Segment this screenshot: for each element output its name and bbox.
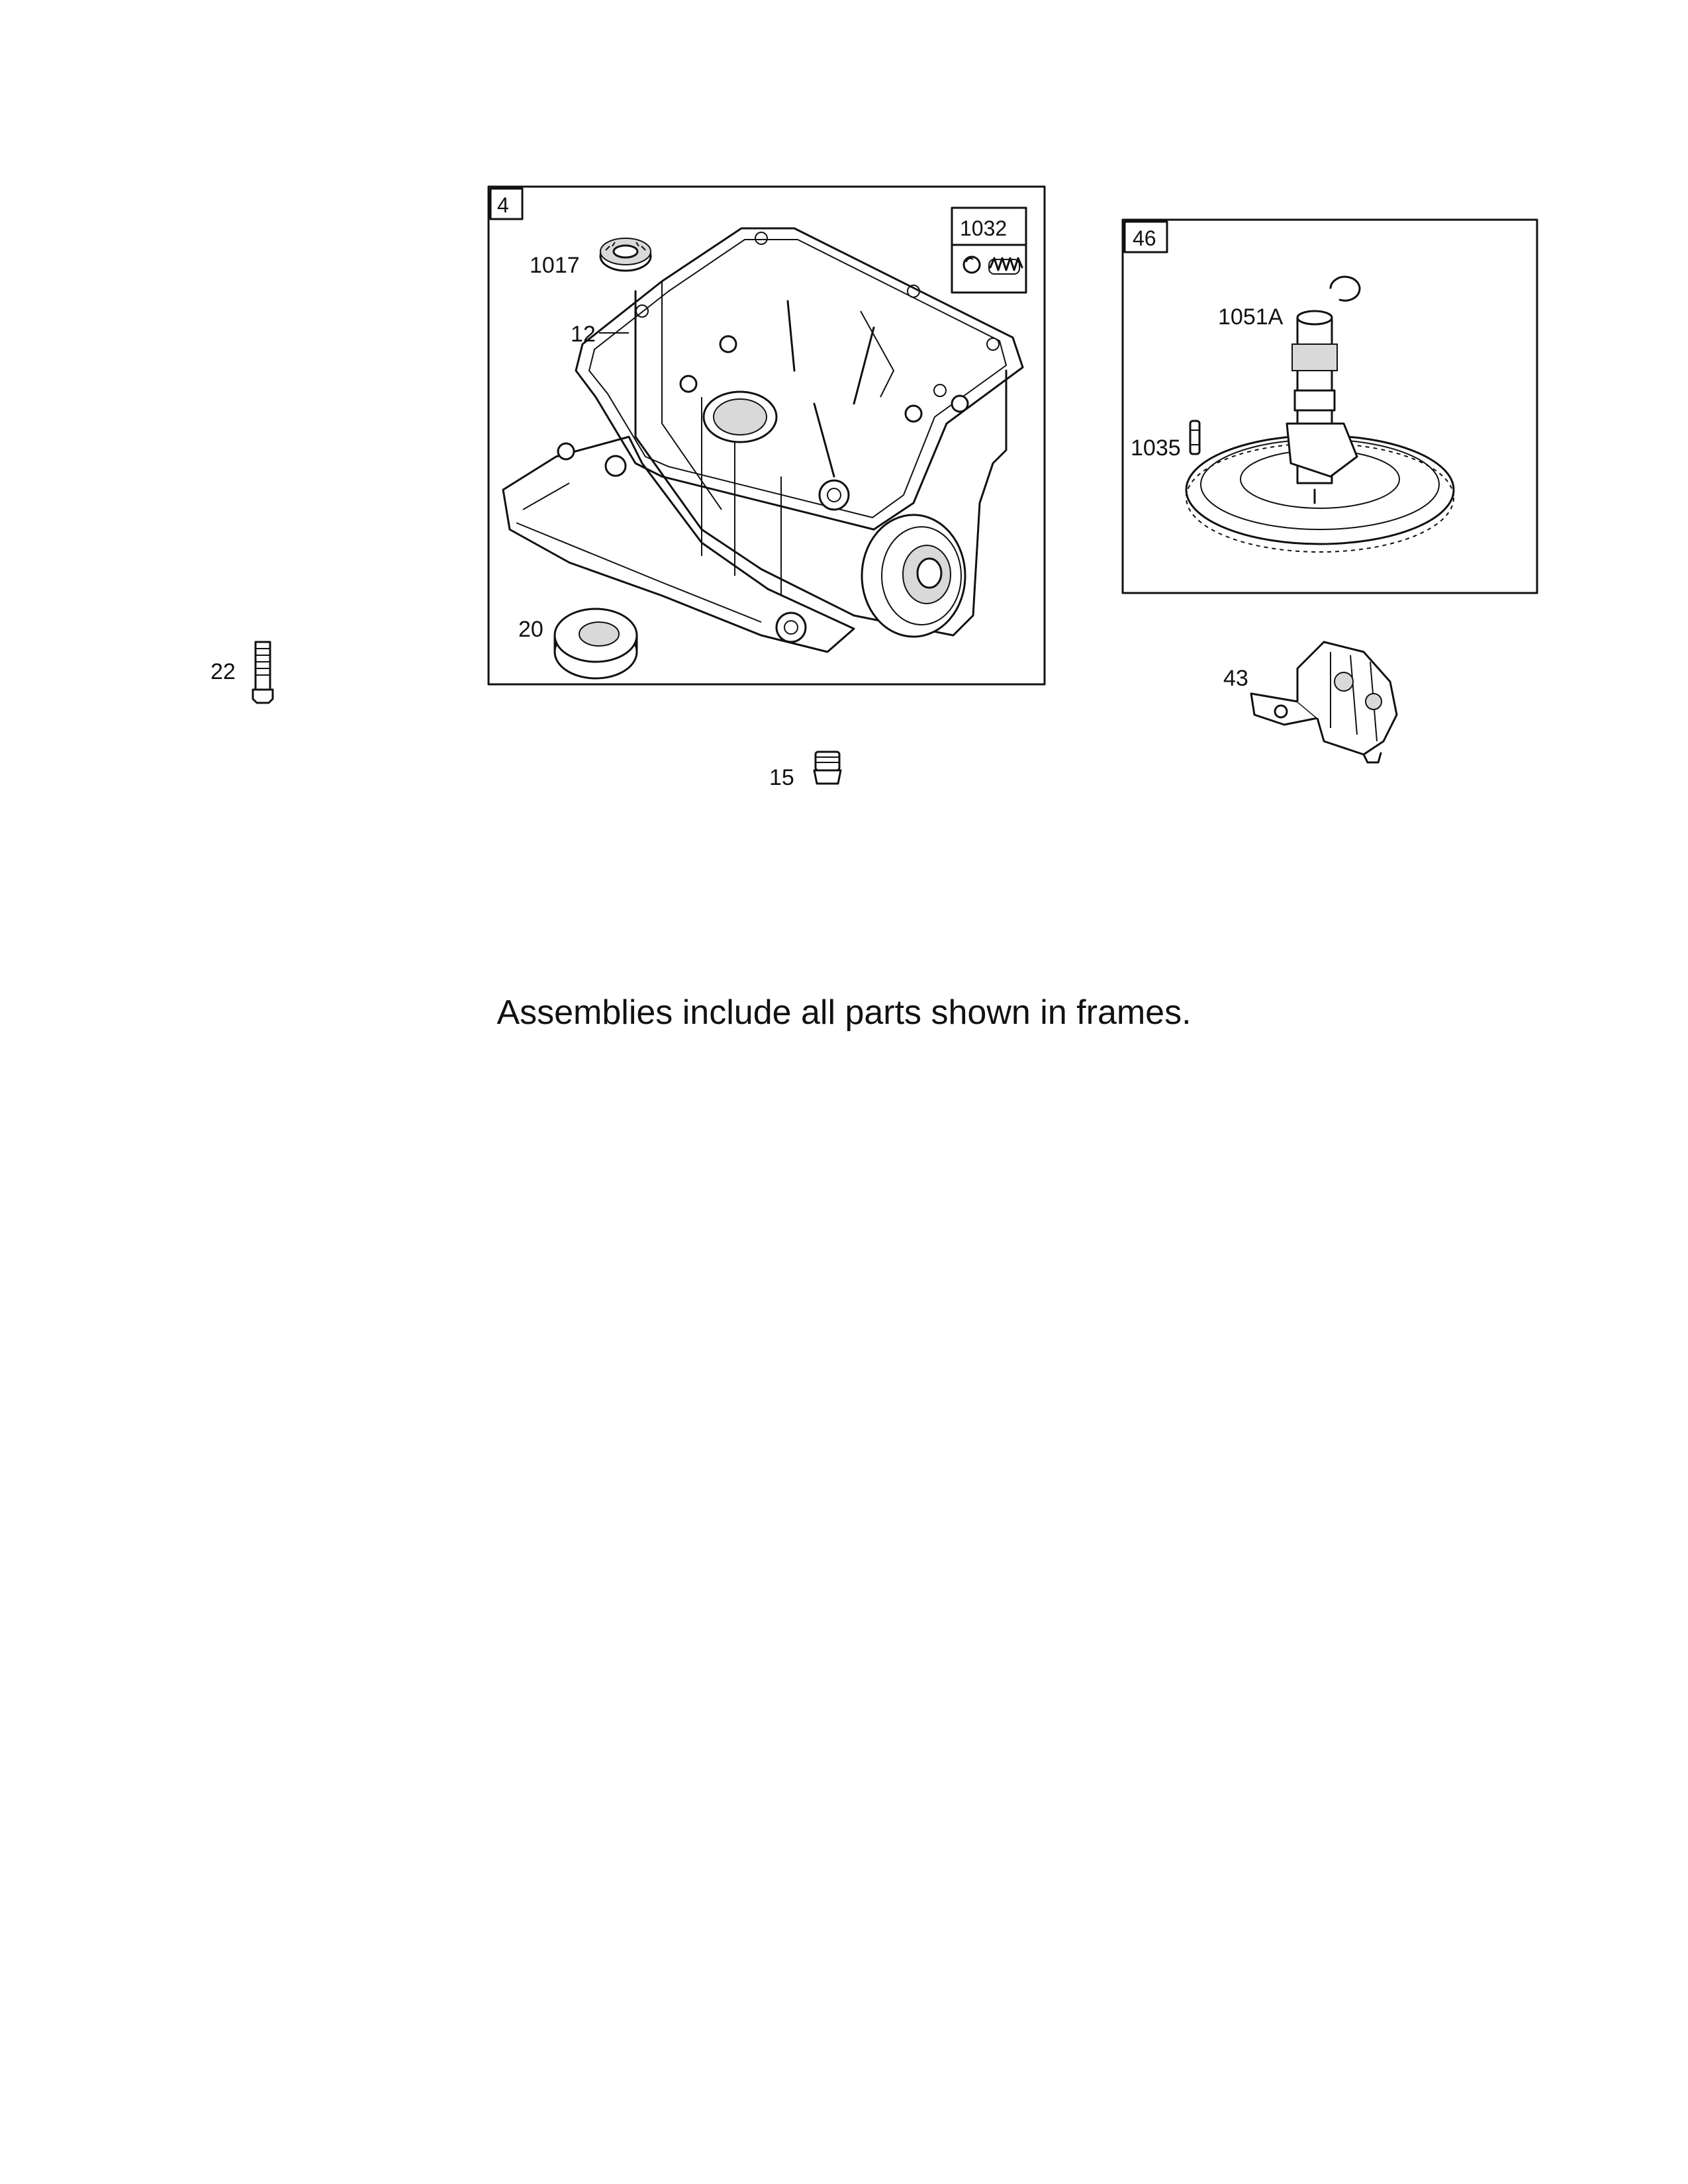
crankcase-cover-icon bbox=[503, 228, 1023, 652]
oil-seal-icon bbox=[600, 238, 651, 271]
callout-15: 15 bbox=[769, 765, 794, 790]
callout-22: 22 bbox=[211, 659, 236, 684]
check-spring-icon bbox=[989, 258, 1022, 274]
callout-43: 43 bbox=[1223, 666, 1248, 691]
frame-crankcase-cover bbox=[489, 187, 1045, 684]
frame-46-tag: 46 bbox=[1133, 226, 1156, 250]
retaining-ring-icon bbox=[1331, 277, 1360, 300]
plug-icon bbox=[814, 752, 841, 784]
callout-1051A: 1051A bbox=[1218, 304, 1284, 330]
pin-icon bbox=[1190, 421, 1199, 454]
assemblies-caption: Assemblies include all parts shown in frames. bbox=[496, 993, 1192, 1032]
frame-4-tag: 4 bbox=[497, 193, 509, 217]
callout-1035: 1035 bbox=[1131, 435, 1181, 461]
frame-camshaft bbox=[1123, 220, 1537, 593]
callout-20: 20 bbox=[518, 617, 543, 642]
callout-1017: 1017 bbox=[530, 253, 580, 278]
camshaft-gear-icon bbox=[1186, 311, 1454, 552]
frame-1032-tag: 1032 bbox=[960, 216, 1008, 240]
seal-ring-icon bbox=[555, 609, 637, 678]
bolt-icon bbox=[253, 642, 273, 703]
check-ball-icon bbox=[964, 257, 980, 273]
callout-12: 12 bbox=[571, 322, 596, 347]
governor-assembly-icon bbox=[1251, 642, 1397, 762]
